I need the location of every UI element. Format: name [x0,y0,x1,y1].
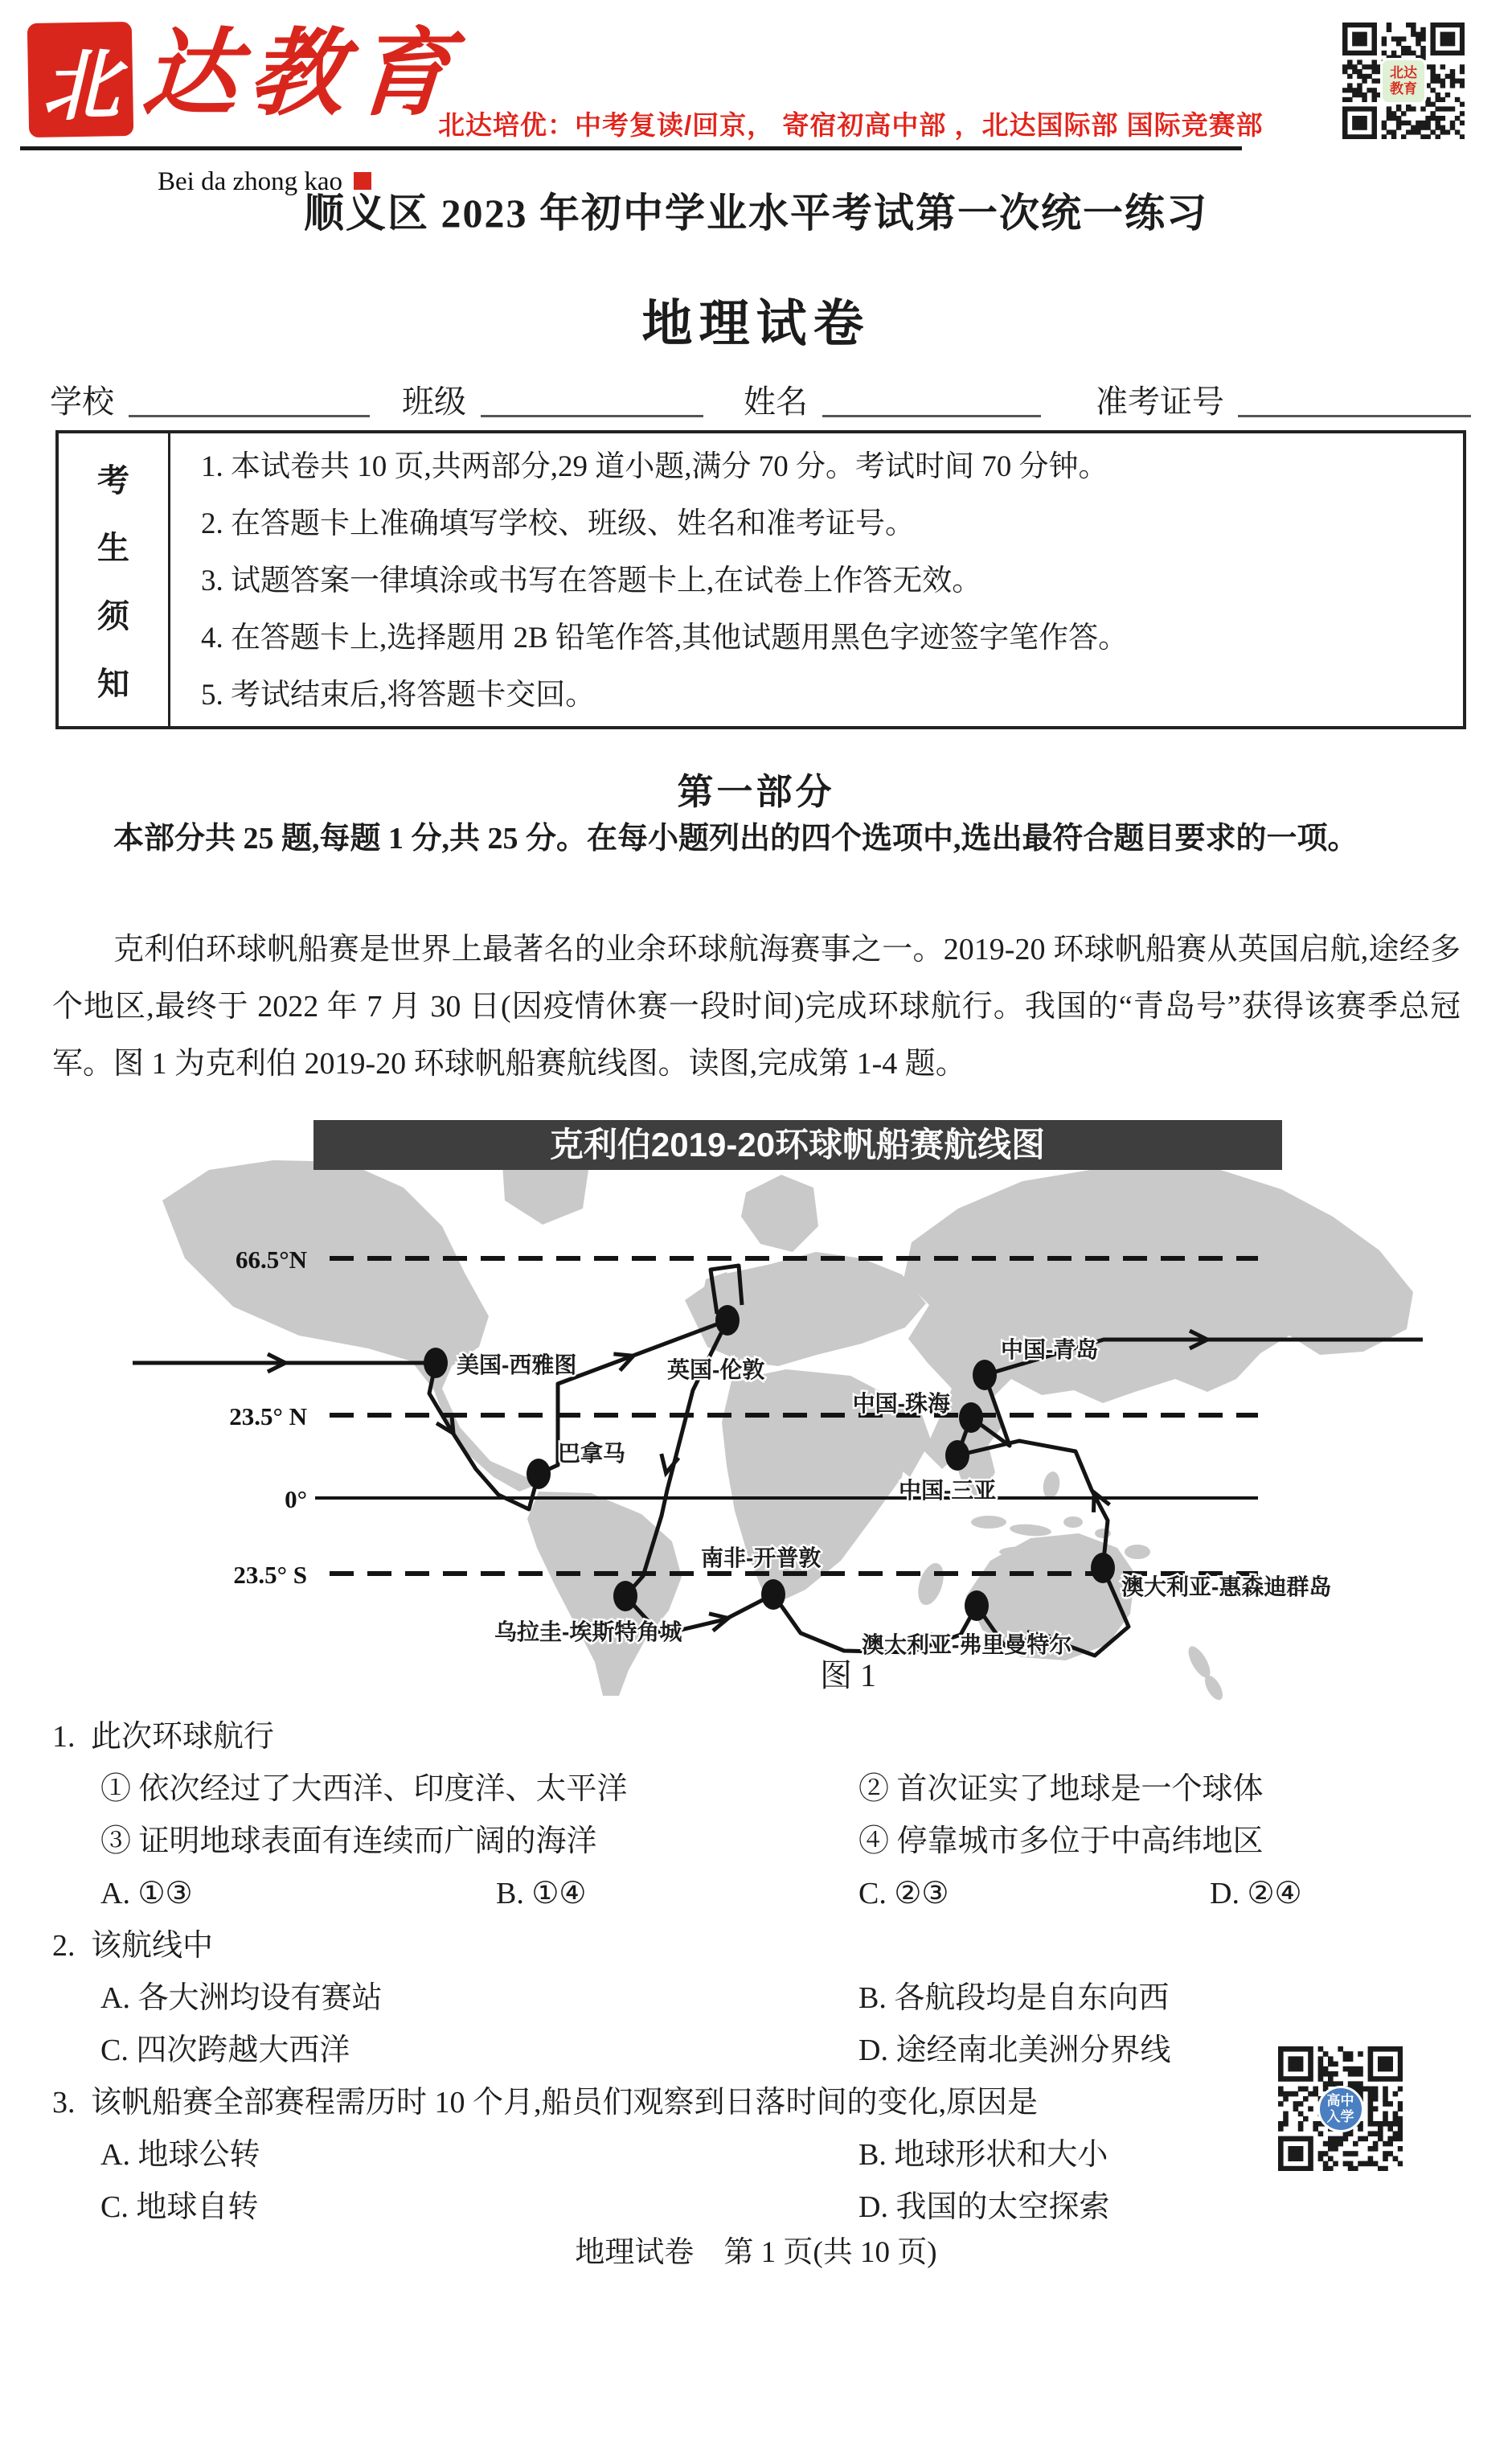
statement-option: ④ 停靠城市多位于中高纬地区 [858,1824,1264,1858]
map-title: 克利伯2019-20环球帆船赛航线图 [549,1126,1046,1163]
port-dot-punta [613,1581,637,1611]
port-label-sanya: 中国-三亚 [899,1478,997,1503]
seal-character: 北 [41,39,121,132]
port-dot-qingdao [973,1360,997,1390]
qr-code-top [1342,23,1465,139]
answer-choice: B. 各航段均是自东向西 [858,1981,1170,2015]
header-slogan: 北达培优：中考复读/回京， 寄宿初高中部 ，北达国际部 国际竞赛部 [438,110,1264,140]
statement-option: ③ 证明地球表面有连续而广阔的海洋 [100,1824,597,1858]
notice-item: 3. 试题答案一律填涂或书写在答题卡上,在试卷上作答无效。 [201,564,982,597]
answer-choice: D. 我国的太空探索 [858,2190,1110,2224]
page-footer: 地理试卷 第 1 页(共 10 页) [575,2236,937,2269]
port-dot-capetown [761,1579,785,1610]
brand-subtext: Bei da zhong kao [158,167,371,197]
notice-side-char: 须 [97,597,129,634]
form-field-label: 姓名 [744,384,808,420]
port-dot-fremantle [965,1590,989,1621]
answer-choice: A. 地球公转 [100,2138,260,2172]
brand-calligraphy: 达教育 [139,22,465,127]
question-stem: 该航线中 [91,1929,214,1963]
notice-items [170,438,1455,724]
figure-caption: 图 1 [820,1657,876,1693]
brand-seal-logo [27,22,133,137]
section-heading: 第一部分 [677,772,835,812]
latitude-label: 23.5° N [229,1402,307,1430]
island-shape [999,1546,1051,1557]
port-label-capetown: 南非-开普敦 [701,1545,822,1570]
statement-option: ② 首次证实了地球是一个球体 [858,1772,1264,1806]
form-blank-line [1238,415,1471,417]
notice-side-label [59,433,170,726]
question-1 [52,1711,1461,1763]
answer-choice: B. 地球形状和大小 [858,2138,1108,2172]
notice-item: 4. 在答题卡上,选择题用 2B 铅笔作答,其他试题用黑色字迹签字笔作答。 [201,622,1129,655]
form-field-label: 班级 [402,384,466,420]
route-map-figure [88,1114,1455,1701]
student-info-row [0,376,1512,425]
latitude-label: 23.5° S [233,1561,307,1589]
port-label-fremantle: 澳大利亚-弗里曼特尔 [862,1632,1072,1657]
form-blank-line [481,415,703,417]
port-label-london: 英国-伦敦 [667,1357,765,1382]
question-3 [52,2077,1461,2129]
subject-title: 地理试卷 [641,296,871,352]
island-shape [1063,1516,1083,1528]
island-shape [1125,1545,1150,1559]
port-dot-whitsunday [1091,1553,1115,1583]
qr-top-logo: 北达 教育 [1380,58,1427,105]
answer-choice: D. 途经南北美洲分界线 [858,2033,1171,2067]
page-title: 顺义区 2023 年初中学业水平考试第一次统一练习 [304,191,1208,236]
landmass-shape [162,1160,535,1492]
latitude-label: 0° [285,1485,307,1513]
notice-side-char: 生 [97,530,129,567]
section-instructions: 本部分共 25 题,每题 1 分,共 25 分。在每小题列出的四个选项中,选出最符合题目要求的一项。 [113,822,1358,856]
answer-choice: C. ②③ [858,1877,949,1910]
island-shape [913,1560,948,1608]
port-label-whitsunday: 澳大利亚-惠森迪群岛 [1121,1574,1332,1599]
question-stem: 该帆船赛全部赛程需历时 10 个月,船员们观察到日落时间的变化,原因是 [91,2086,1039,2120]
form-blank-line [822,415,1041,417]
island-shape [1184,1643,1215,1681]
question-2 [52,1920,1461,1972]
port-label-qingdao: 中国-青岛 [1001,1337,1099,1362]
answer-choice: C. 四次跨越大西洋 [100,2033,350,2067]
port-label-panama: 巴拿马 [558,1441,626,1466]
notice-item: 1. 本试卷共 10 页,共两部分,29 道小题,满分 70 分。考试时间 70 分钟。 [201,450,1108,483]
question-stem: 此次环球航行 [91,1720,275,1754]
landmass-shape [741,1175,818,1252]
answer-choice: D. ②④ [1210,1877,1302,1910]
world-route-map [88,1114,1455,1701]
answer-choice: B. ①④ [496,1877,587,1910]
port-dot-zhuhai [959,1402,983,1433]
question-number: 2. [52,1929,76,1963]
header-divider [20,146,1242,150]
question-number: 3. [52,2086,76,2120]
port-dot-seattle [424,1348,448,1378]
statement-option: ① 依次经过了大西洋、印度洋、太平洋 [100,1772,628,1806]
port-label-zhuhai: 中国-珠海 [852,1391,950,1416]
qr-code-bottom [1278,2046,1403,2171]
port-dot-sanya [945,1440,969,1471]
form-field-label: 准考证号 [1096,384,1224,420]
notice-box [55,430,1466,729]
island-shape [1009,1523,1051,1537]
port-label-seattle: 美国-西雅图 [457,1352,577,1377]
port-dot-panama [527,1459,551,1489]
port-dot-london [715,1305,740,1336]
form-field-label: 学校 [50,384,114,420]
notice-item: 5. 考试结束后,将答题卡交回。 [201,679,596,712]
island-shape [971,1516,1006,1529]
answer-choice: A. 各大洲均设有赛站 [100,1981,383,2015]
qr-bottom-logo: 高中 入学 [1317,2086,1364,2132]
notice-side-char: 知 [97,665,129,702]
latitude-label: 66.5°N [235,1246,307,1274]
answer-choice: C. 地球自转 [100,2190,259,2224]
notice-side-char: 考 [97,462,129,499]
answer-choice: A. ①③ [100,1877,193,1910]
question-number: 1. [52,1720,76,1754]
notice-item: 2. 在答题卡上准确填写学校、班级、姓名和准考证号。 [201,507,915,540]
port-label-punta: 乌拉圭-埃斯特角城 [494,1619,682,1644]
form-blank-line [129,415,370,417]
island-shape [1041,1471,1062,1500]
reading-passage: 克利伯环球帆船赛是世界上最著名的业余环球航海赛事之一。2019-20 环球帆船赛从英国启航,途经多个地区,最终于 2022 年 7 月 30 日(因疫情休赛一段时间)完成环球航行。我国的“青岛号”获得该赛季总冠军。图 1 为克利伯 2019-20 环球帆船赛航线图。读图,完成第 1-4 题。 [52,933,1461,1081]
